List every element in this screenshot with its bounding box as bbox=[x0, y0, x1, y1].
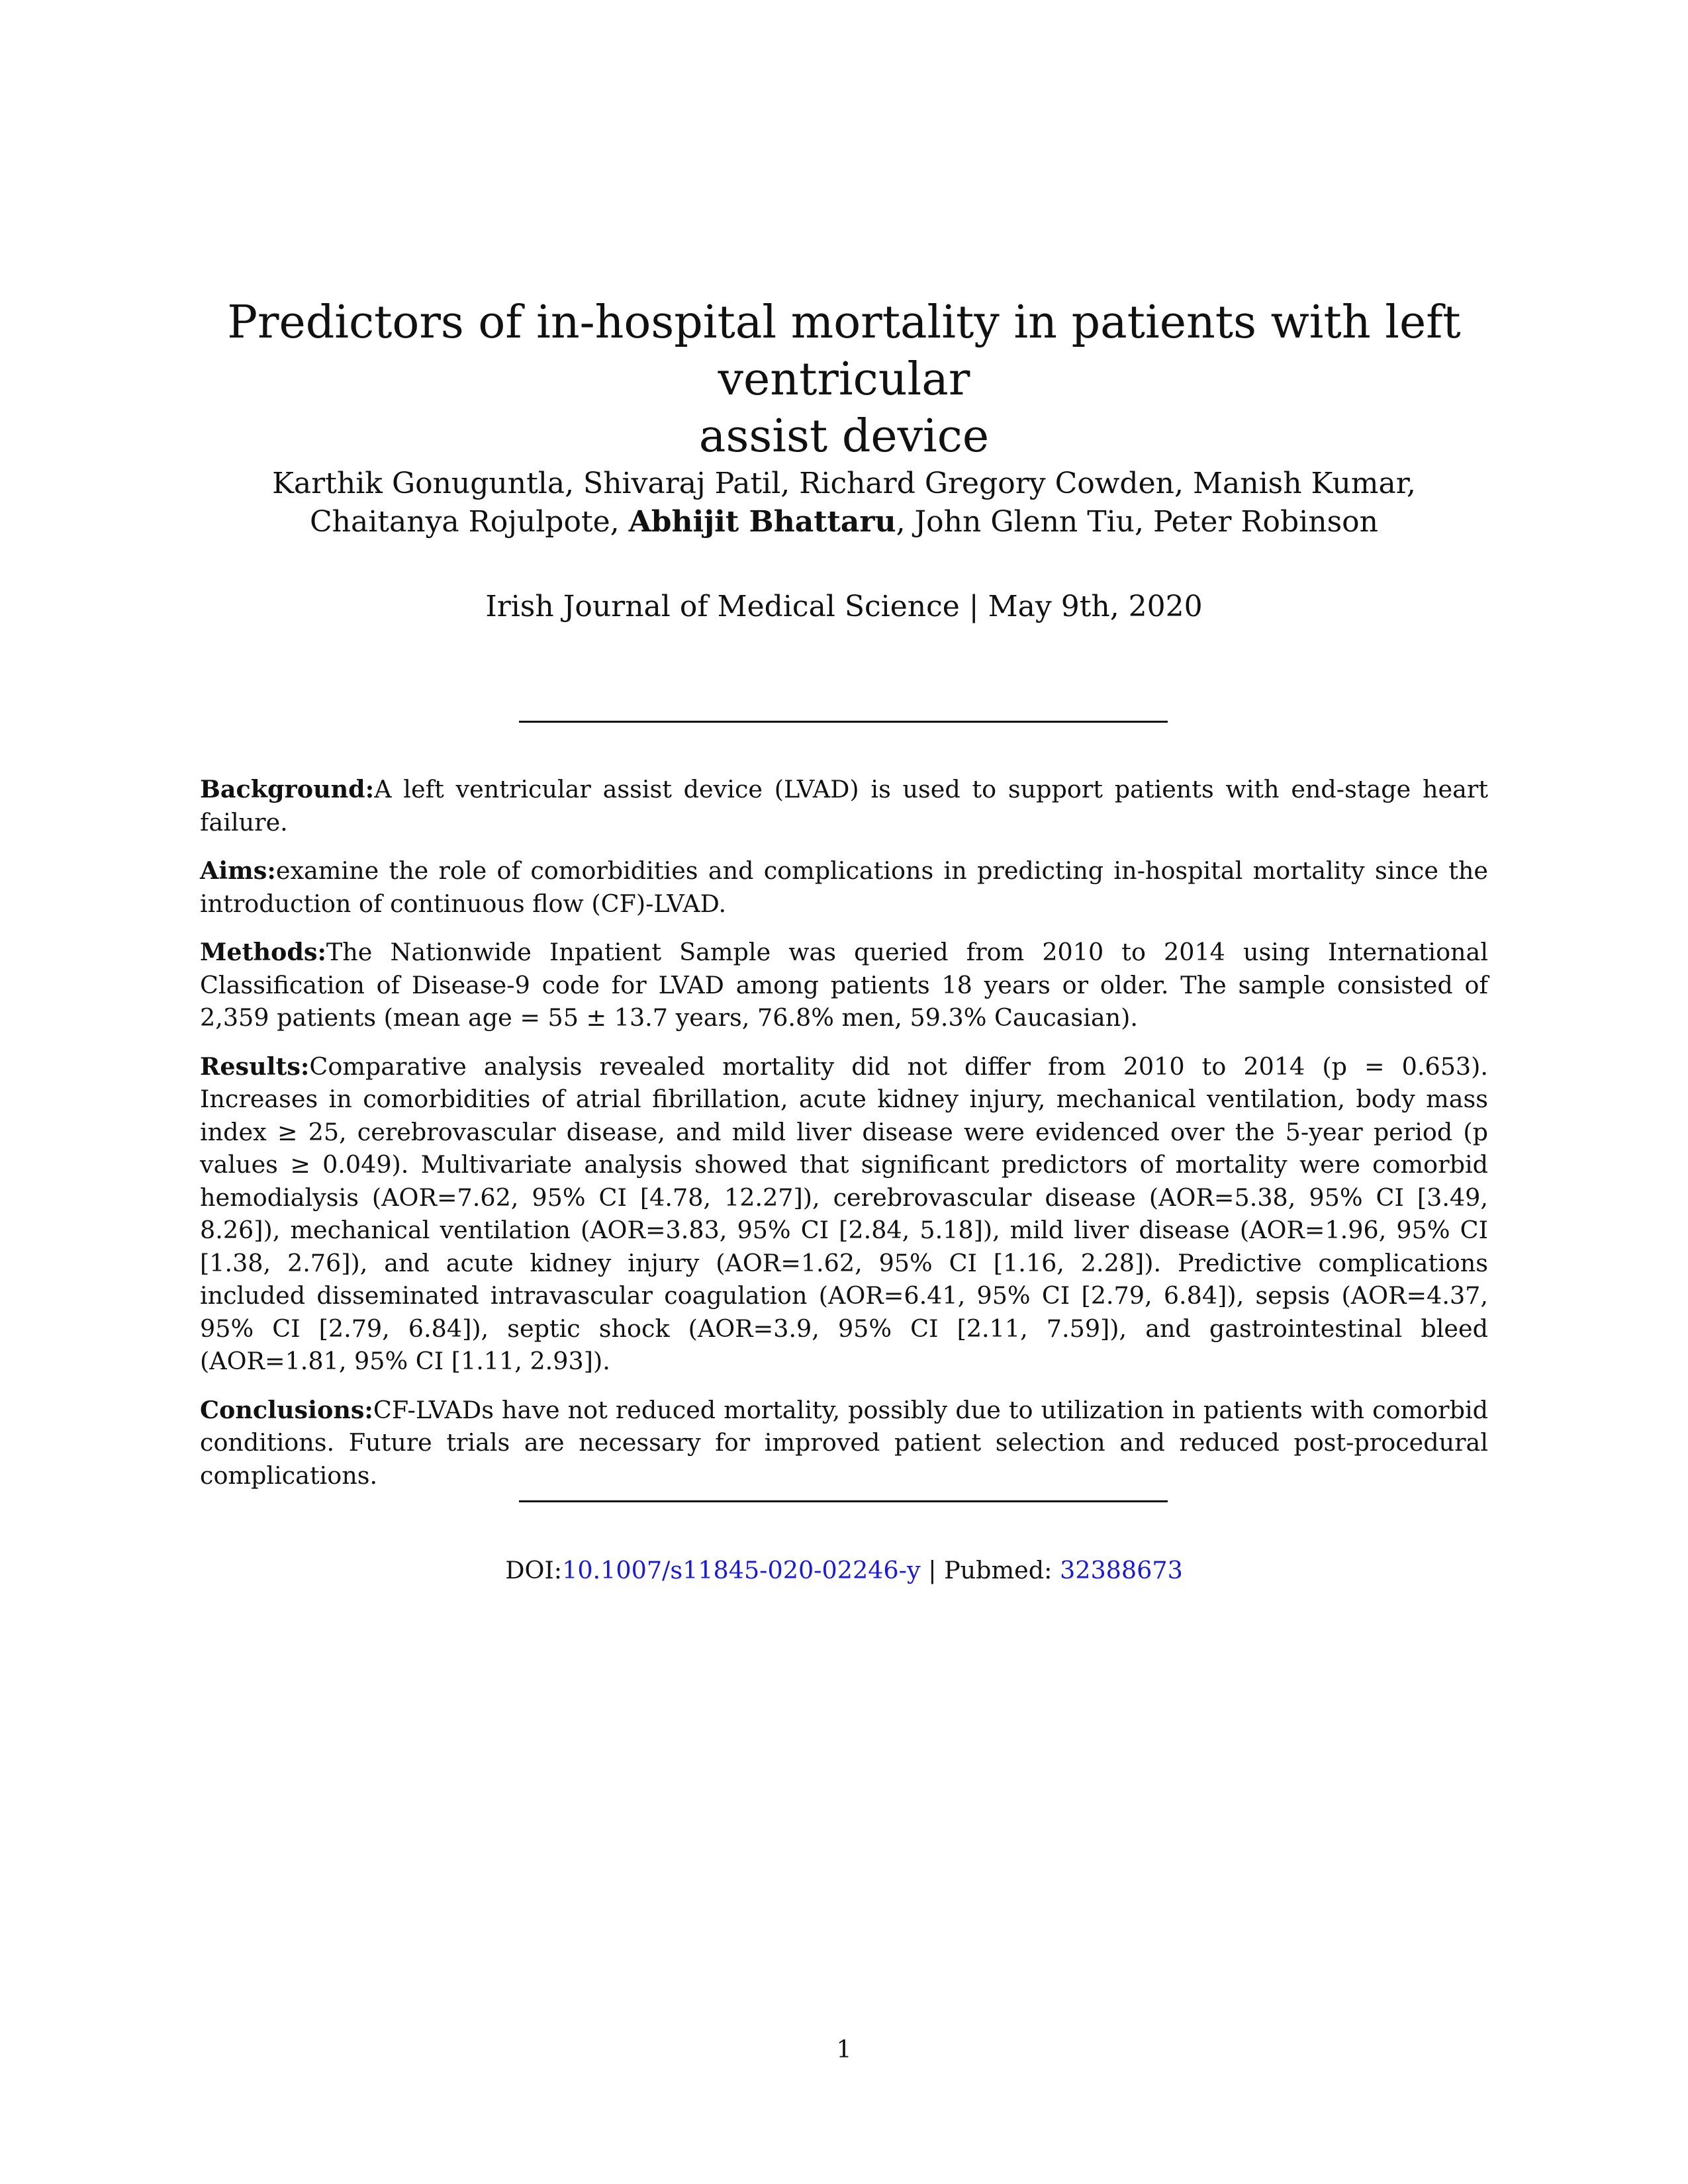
page-number: 1 bbox=[836, 2035, 852, 2064]
paper-title-line-2: assist device bbox=[698, 410, 990, 463]
author-line-1: Karthik Gonuguntla, Shivaraj Patil, Richard Gregory Cowden, Manish Kumar, bbox=[272, 467, 1416, 500]
results-label: Results: bbox=[200, 1052, 310, 1081]
abstract-background bbox=[200, 773, 1488, 839]
author-list bbox=[165, 465, 1523, 541]
top-divider bbox=[519, 721, 1168, 723]
abstract-methods bbox=[200, 936, 1488, 1034]
methods-label: Methods: bbox=[200, 938, 326, 966]
aims-text: examine the role of comorbidities and complications in predicting in-hospital mortality since the introduction of continuous flow (CF)-LVAD. bbox=[200, 856, 1488, 918]
doi-link[interactable]: 10.1007/s11845-020-02246-y bbox=[562, 1556, 921, 1584]
abstract-section bbox=[200, 773, 1488, 1508]
pubmed-link[interactable]: 32388673 bbox=[1060, 1556, 1183, 1584]
identifier-line bbox=[165, 1554, 1523, 1587]
author-line-2-suffix: , John Glenn Tiu, Peter Robinson bbox=[896, 505, 1378, 539]
background-label: Background: bbox=[200, 775, 375, 803]
results-text: Comparative analysis revealed mortality did not differ from 2010 to 2014 (p = 0.653). Increases in comorbidities of atrial fibrillation, acute kidney injury, mechanical ventilation, body mass index ≥ 25, cerebrovascular disease, and mild liver disease were evidenced over the 5-year period (p values ≥ 0.049). Multivariate analysis showed that significant predictors of mortality were comorbid hemodialysis (AOR=7.62, 95% CI [4.78, 12.27]), cerebrovascular disease (AOR=5.38, 95% CI [3.49, 8.26]), mechanical ventilation (AOR=3.83, 95% CI [2.84, 5.18]), mild liver disease (AOR=1.96, 95% CI [1.38, 2.76]), and acute kidney injury (AOR=1.62, 95% CI [1.16, 2.28]). Predictive complications included disseminated intravascular coagulation (AOR=6.41, 95% CI [2.79, 6.84]), sepsis (AOR=4.37, 95% CI [2.79, 6.84]), septic shock (AOR=3.9, 95% CI [2.11, 7.59]), and gastrointestinal bleed (AOR=1.81, 95% CI [1.11, 2.93]). bbox=[200, 1052, 1488, 1375]
aims-label: Aims: bbox=[200, 856, 276, 885]
abstract-conclusions bbox=[200, 1394, 1488, 1492]
conclusions-text: CF-LVADs have not reduced mortality, possibly due to utilization in patients with comorbid conditions. Future trials are necessary for improved patient selection and reduced post-procedural complications. bbox=[200, 1395, 1488, 1490]
doi-label: DOI: bbox=[505, 1556, 563, 1584]
author-line-2-prefix: Chaitanya Rojulpote, bbox=[309, 505, 629, 539]
pubmed-separator-label: | Pubmed: bbox=[920, 1556, 1060, 1584]
bottom-divider bbox=[519, 1500, 1168, 1502]
abstract-results bbox=[200, 1050, 1488, 1378]
journal-venue-date: Irish Journal of Medical Science | May 9th, 2020 bbox=[485, 590, 1203, 623]
background-text: A left ventricular assist device (LVAD) is used to support patients with end-stage heart failure. bbox=[200, 775, 1488, 837]
abstract-aims bbox=[200, 854, 1488, 920]
methods-text: The Nationwide Inpatient Sample was queried from 2010 to 2014 using International Classification of Disease-9 code for LVAD among patients 18 years or older. The sample consisted of 2,359 patients (mean age = 55 ± 13.7 years, 76.8% men, 59.3% Caucasian). bbox=[200, 938, 1488, 1032]
conclusions-label: Conclusions: bbox=[200, 1395, 373, 1424]
highlighted-author: Abhijit Bhattaru bbox=[628, 505, 896, 539]
paper-title bbox=[165, 295, 1523, 465]
paper-title-line-1: Predictors of in-hospital mortality in patients with left ventricular bbox=[227, 296, 1461, 406]
